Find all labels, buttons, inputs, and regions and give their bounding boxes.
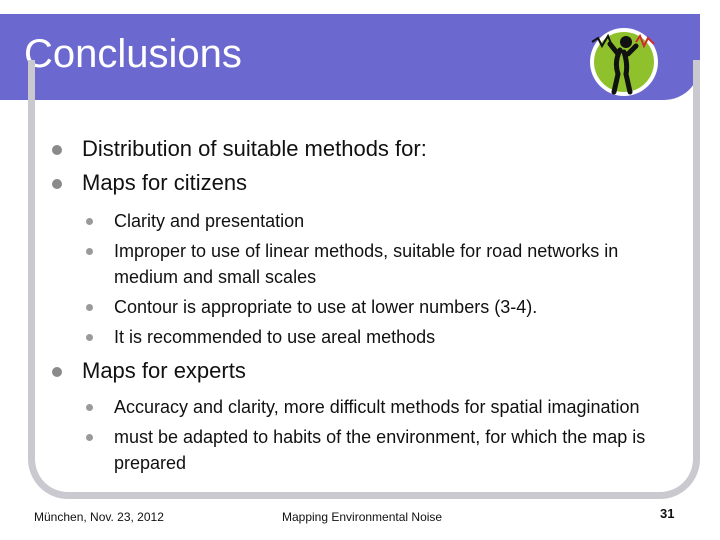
sub-bullet-item <box>52 394 672 420</box>
bullet-text: Maps for experts <box>82 358 246 383</box>
bullet-icon <box>52 179 62 189</box>
sub-bullet-item <box>52 294 672 320</box>
page-number: 31 <box>660 506 675 521</box>
bullet-icon <box>52 367 62 377</box>
slide-title: Conclusions <box>24 32 242 76</box>
bullet-text: Distribution of suitable methods for: <box>82 136 427 161</box>
sub-bullet-text: It is recommended to use areal methods <box>114 327 436 347</box>
sub-bullet-text: Improper to use of linear methods, suitable for road networks in medium and small scales <box>114 241 619 287</box>
bullet-icon <box>86 434 93 441</box>
sub-bullet-text: Clarity and presentation <box>114 211 305 231</box>
bullet-list <box>52 132 672 476</box>
bullet-icon <box>86 334 93 341</box>
bullet-item <box>52 354 672 388</box>
footer-title: Mapping Environmental Noise <box>282 510 443 524</box>
bullet-item <box>52 132 672 166</box>
bullet-icon <box>86 404 93 411</box>
bullet-item <box>52 166 672 200</box>
bullet-icon <box>86 248 93 255</box>
bullet-icon <box>52 145 62 155</box>
bullet-icon <box>86 304 93 311</box>
sub-bullet-text: must be adapted to habits of the environment, for which the map is prepared <box>114 427 646 473</box>
bullet-text: Maps for citizens <box>82 170 248 195</box>
sub-bullet-item <box>52 324 672 350</box>
sub-bullet-text: Accuracy and clarity, more difficult methods for spatial imagination <box>114 397 640 417</box>
sub-bullet-text: Contour is appropriate to use at lower numbers (3-4). <box>114 297 538 317</box>
sub-bullet-item <box>52 238 672 290</box>
sub-bullet-item <box>52 424 672 476</box>
sub-bullet-item <box>52 208 672 234</box>
bullet-icon <box>86 218 93 225</box>
footer-date: München, Nov. 23, 2012 <box>34 510 164 524</box>
